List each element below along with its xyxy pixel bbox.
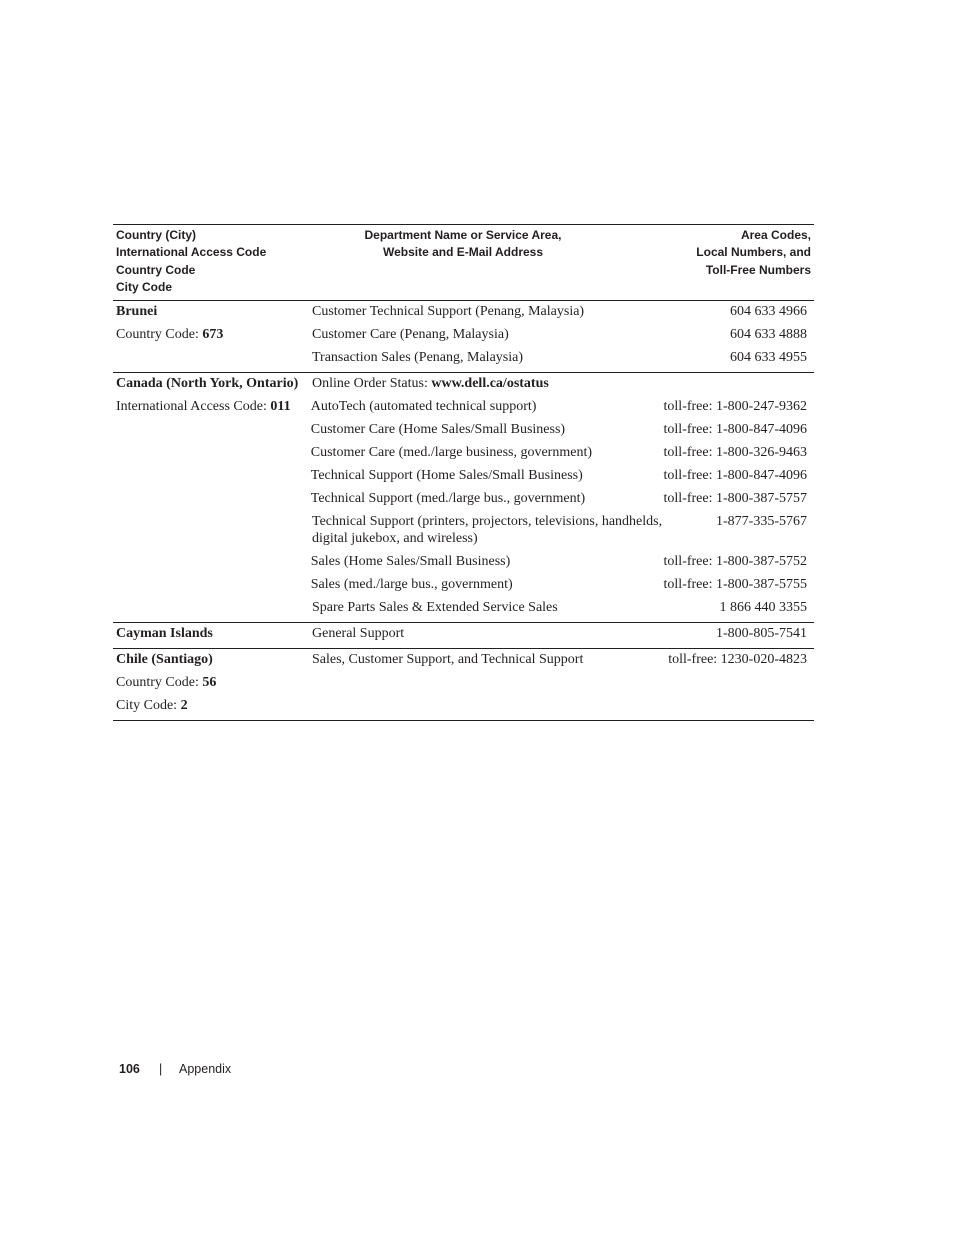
phone-number-cell: toll-free: 1230-020-4823: [668, 652, 807, 667]
country-cell: [113, 375, 312, 392]
table-body: [113, 301, 814, 721]
table-row: [113, 347, 814, 370]
code-label: City Code:: [116, 698, 181, 713]
department-cell: Customer Care (Home Sales/Small Business): [310, 422, 566, 437]
department-cell: Technical Support (med./large bus., government): [310, 491, 586, 506]
department-cell: [312, 697, 667, 714]
country-group: [113, 301, 814, 373]
department-cell: Customer Care (med./large business, government): [310, 445, 592, 460]
phone-number-cell: toll-free: 1-800-847-4096: [663, 468, 807, 483]
table-row: [113, 695, 814, 718]
country-cell: [113, 625, 312, 642]
country-cell: [113, 513, 312, 547]
header-country: Country (City) International Access Code Country Code City Code: [116, 228, 267, 294]
phone-number-cell: toll-free: 1-800-387-5752: [663, 554, 807, 569]
phone-number-cell: toll-free: 1-800-847-4096: [663, 422, 807, 437]
code-value: 673: [202, 327, 224, 342]
phone-number-cell: 604 633 4888: [730, 327, 807, 342]
table-row: [113, 396, 814, 419]
table-row: [113, 623, 814, 646]
country-cell: [113, 303, 312, 320]
country-name: Chile (Santiago): [116, 652, 213, 667]
country-group: [113, 623, 814, 649]
contact-table: [113, 224, 814, 721]
phone-number-cell: 604 633 4955: [730, 350, 807, 365]
header-numbers: Area Codes, Local Numbers, and Toll-Free Numbers: [696, 228, 811, 277]
department-cell: [312, 674, 667, 691]
table-row: [113, 511, 814, 551]
table-row: [113, 672, 814, 695]
table-row: [113, 488, 814, 511]
table-header: [113, 224, 814, 301]
country-cell: [113, 599, 312, 616]
country-cell: [113, 553, 311, 570]
department-cell: Sales, Customer Support, and Technical Support: [312, 652, 584, 667]
country-cell: [113, 697, 312, 714]
country-cell: [113, 349, 312, 366]
phone-number-cell: toll-free: 1-800-247-9362: [663, 399, 807, 414]
department-cell: Sales (Home Sales/Small Business): [310, 554, 511, 569]
phone-number-cell: 1 866 440 3355: [719, 600, 807, 615]
department-cell: Transaction Sales (Penang, Malaysia): [312, 350, 523, 365]
table-row: [113, 442, 814, 465]
phone-number-cell: toll-free: 1-800-326-9463: [663, 445, 807, 460]
table-row: [113, 574, 814, 597]
department-cell: Spare Parts Sales & Extended Service Sales: [312, 600, 558, 615]
country-cell: [113, 490, 311, 507]
department-cell: AutoTech (automated technical support): [310, 399, 537, 414]
phone-number-cell: [667, 375, 814, 392]
country-cell: [113, 651, 312, 668]
table-row: [113, 373, 814, 396]
phone-number-cell: toll-free: 1-800-387-5757: [663, 491, 807, 506]
code-label: International Access Code:: [116, 399, 271, 414]
country-cell: [113, 444, 311, 461]
phone-number-cell: 1-800-805-7541: [716, 626, 807, 641]
code-value: 56: [202, 675, 217, 690]
phone-number-cell: toll-free: 1-800-387-5755: [663, 577, 807, 592]
table-row: [113, 649, 814, 672]
country-cell: [113, 421, 311, 438]
phone-number-cell: [667, 697, 814, 714]
department-cell: Technical Support (printers, projectors, televisions, handhelds, digital jukebox, and wireless): [312, 514, 663, 546]
code-value: 2: [180, 698, 188, 713]
table-row: [113, 597, 814, 620]
page-number: 106: [119, 1062, 140, 1076]
code-label: Country Code:: [116, 675, 203, 690]
department-cell: [312, 375, 667, 392]
country-cell: [113, 674, 312, 691]
header-department: Department Name or Service Area, Website and E-Mail Address: [364, 228, 562, 260]
country-name: Canada (North York, Ontario): [116, 376, 299, 391]
department-cell: Customer Care (Penang, Malaysia): [312, 327, 509, 342]
table-row: [113, 324, 814, 347]
country-name: Brunei: [116, 304, 158, 319]
code-value: 011: [270, 399, 291, 414]
country-cell: [113, 576, 311, 593]
table-row: [113, 551, 814, 574]
website-link[interactable]: www.dell.ca/ostatus: [431, 376, 549, 391]
phone-number-cell: 604 633 4966: [730, 304, 807, 319]
country-group: [113, 373, 814, 623]
footer-separator: |: [159, 1062, 163, 1076]
country-cell: [113, 326, 312, 343]
department-cell: General Support: [312, 626, 405, 641]
country-name: Cayman Islands: [116, 626, 213, 641]
country-cell: [113, 467, 311, 484]
section-name: Appendix: [179, 1062, 232, 1076]
phone-number-cell: 1-877-335-5767: [716, 514, 807, 529]
department-cell: Technical Support (Home Sales/Small Business): [310, 468, 583, 483]
table-row: [113, 465, 814, 488]
table-row: [113, 301, 814, 324]
phone-number-cell: [667, 674, 814, 691]
country-group: [113, 649, 814, 721]
table-row: [113, 419, 814, 442]
department-cell: Sales (med./large bus., government): [310, 577, 513, 592]
code-label: Country Code:: [116, 327, 203, 342]
department-label: Online Order Status:: [312, 376, 432, 391]
department-cell: Customer Technical Support (Penang, Malaysia): [312, 304, 585, 319]
country-cell: [113, 398, 311, 415]
